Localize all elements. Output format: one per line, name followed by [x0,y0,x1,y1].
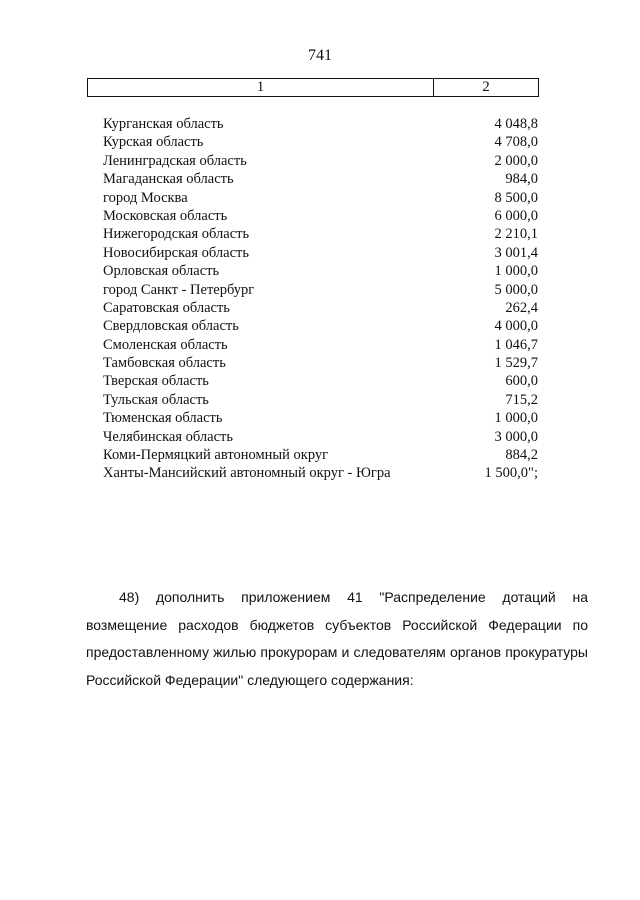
region-value: 884,2 [505,447,538,464]
region-value: 1 500,0"; [484,465,538,482]
region-value: 984,0 [505,171,538,188]
region-name: Челябинская область [103,428,233,445]
region-name: Тверская область [103,373,209,390]
table-row [103,372,538,390]
region-name: Тульская область [103,391,209,408]
table-row [103,115,538,133]
amendment-paragraph: 48) дополнить приложением 41 "Распределение дотаций на возмещение расходов бюджетов субъектов Российской Федерации по предоставленному жилью прокурорам и следователям органов прокуратуры Российской Федерации" следующего содержания: [86,589,588,688]
region-value: 4 000,0 [494,318,538,335]
region-value: 6 000,0 [494,207,538,224]
table-row [103,336,538,354]
table-row [103,354,538,372]
table-row [103,428,538,446]
region-value: 2 210,1 [494,226,538,243]
region-name: Свердловская область [103,318,239,335]
region-name: Магаданская область [103,171,234,188]
table-row [103,133,538,151]
table-row [103,170,538,188]
region-value: 1 000,0 [494,410,538,427]
table-row [103,225,538,243]
region-name: Ленинградская область [103,152,247,169]
table-row [103,207,538,225]
region-name: Новосибирская область [103,244,249,261]
region-value: 1 000,0 [494,263,538,280]
table-row [103,299,538,317]
table-row [103,281,538,299]
table-row [103,189,538,207]
region-name: Тамбовская область [103,355,226,372]
region-value: 8 500,0 [494,189,538,206]
table-row [103,244,538,262]
region-value: 1 046,7 [494,336,538,353]
table-row [103,409,538,427]
region-value: 5 000,0 [494,281,538,298]
region-value: 2 000,0 [494,152,538,169]
table-row [103,317,538,335]
table-header-col-2: 2 [482,79,490,95]
region-name: город Санкт - Петербург [103,281,255,298]
table-row [103,464,538,482]
region-name: Саратовская область [103,299,230,316]
table-header-col-1: 1 [88,79,434,96]
table-row [103,262,538,280]
region-name: Курганская область [103,116,224,132]
region-name: Ханты-Мансийский автономный округ - Югра [103,465,391,482]
region-value: 715,2 [505,391,538,408]
region-value: 3 001,4 [494,244,538,261]
region-name: Смоленская область [103,336,228,353]
region-value: 3 000,0 [494,428,538,445]
region-value: 4 708,0 [494,134,538,151]
table-row [103,391,538,409]
region-name: Нижегородская область [103,226,250,243]
region-name: Московская область [103,207,228,224]
table-header [87,78,539,97]
region-name: Тюменская область [103,410,223,427]
page-number: 741 [308,47,332,64]
table-row [103,152,538,170]
region-value: 600,0 [505,373,538,390]
region-value: 262,4 [505,299,538,316]
region-value: 4 048,8 [494,116,538,132]
region-value: 1 529,7 [494,355,538,372]
region-name: Курская область [103,134,204,151]
region-name: город Москва [103,189,188,206]
region-name: Орловская область [103,263,220,280]
table-row [103,446,538,464]
region-name: Коми-Пермяцкий автономный округ [103,447,329,464]
region-list [103,115,538,483]
